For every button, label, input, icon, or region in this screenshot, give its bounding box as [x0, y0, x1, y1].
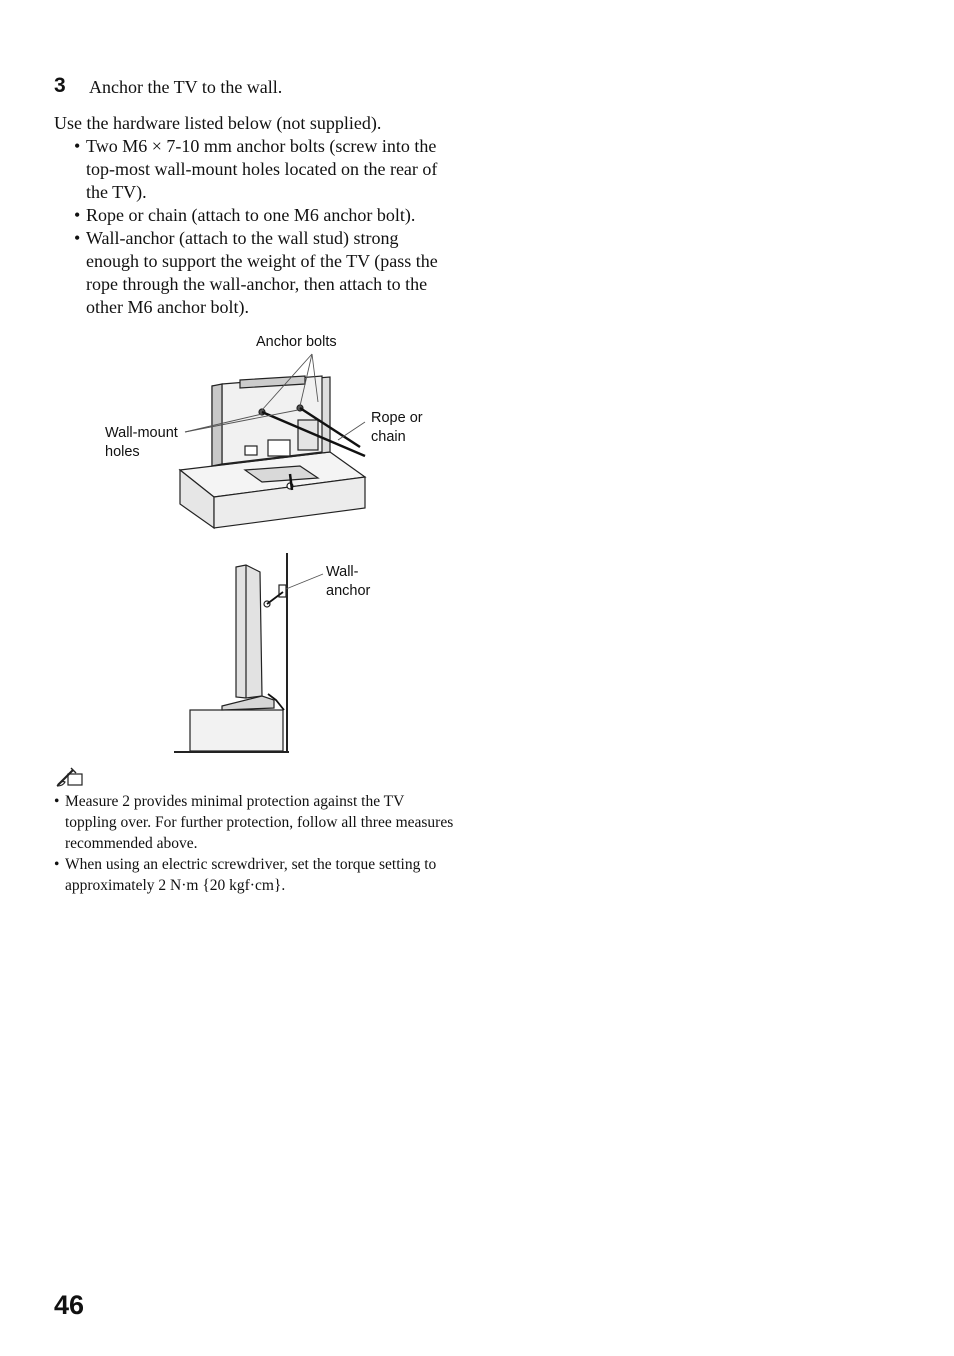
- pencil-note-icon: [55, 766, 85, 788]
- note-item: [54, 854, 454, 896]
- page-number: 46: [54, 1290, 85, 1320]
- tv-side-view: [174, 553, 289, 752]
- bullet-marker: •: [74, 228, 81, 248]
- label-wall-anchor-line2: anchor: [326, 583, 371, 599]
- list-item-text: Rope or chain (attach to one M6 anchor bolt).: [86, 205, 416, 225]
- label-wall-mount-holes-line1: Wall-mount: [105, 425, 178, 441]
- bullet-marker: •: [74, 136, 81, 156]
- step-number: 3: [54, 74, 66, 97]
- list-item-text: Two M6 × 7-10 mm anchor bolts (screw into the top-most wall-mount holes located on the rear of the TV).: [86, 136, 438, 202]
- bullet-marker: •: [74, 205, 81, 225]
- bullet-marker: •: [54, 793, 60, 810]
- step-title: Anchor the TV to the wall.: [89, 77, 283, 97]
- intro-text: Use the hardware listed below (not supplied).: [54, 113, 382, 133]
- bullet-marker: •: [54, 856, 60, 873]
- label-wall-mount-holes-line2: holes: [105, 444, 140, 460]
- label-rope-or-chain-line1: Rope or: [371, 410, 423, 426]
- stand-table-rear-view: [180, 452, 365, 528]
- note-text: Measure 2 provides minimal protection against the TV toppling over. For further protection, follow all three measures recommended above.: [65, 793, 454, 852]
- wall-anchor-leader-line: [286, 574, 323, 589]
- label-anchor-bolts: Anchor bolts: [256, 334, 337, 350]
- note-item: [54, 791, 454, 854]
- notes-list: [54, 791, 454, 896]
- list-item-text: Wall-anchor (attach to the wall stud) strong enough to support the weight of the TV (pass the rope through the wall-anchor, then attach to the other M6 anchor bolt).: [86, 228, 438, 317]
- note-text: When using an electric screwdriver, set the torque setting to approximately 2 N·m {20 kgf·cm}.: [65, 856, 437, 894]
- label-rope-or-chain-line2: chain: [371, 429, 406, 445]
- label-wall-anchor-line1: Wall-: [326, 564, 359, 580]
- rope-side-view: [267, 592, 284, 710]
